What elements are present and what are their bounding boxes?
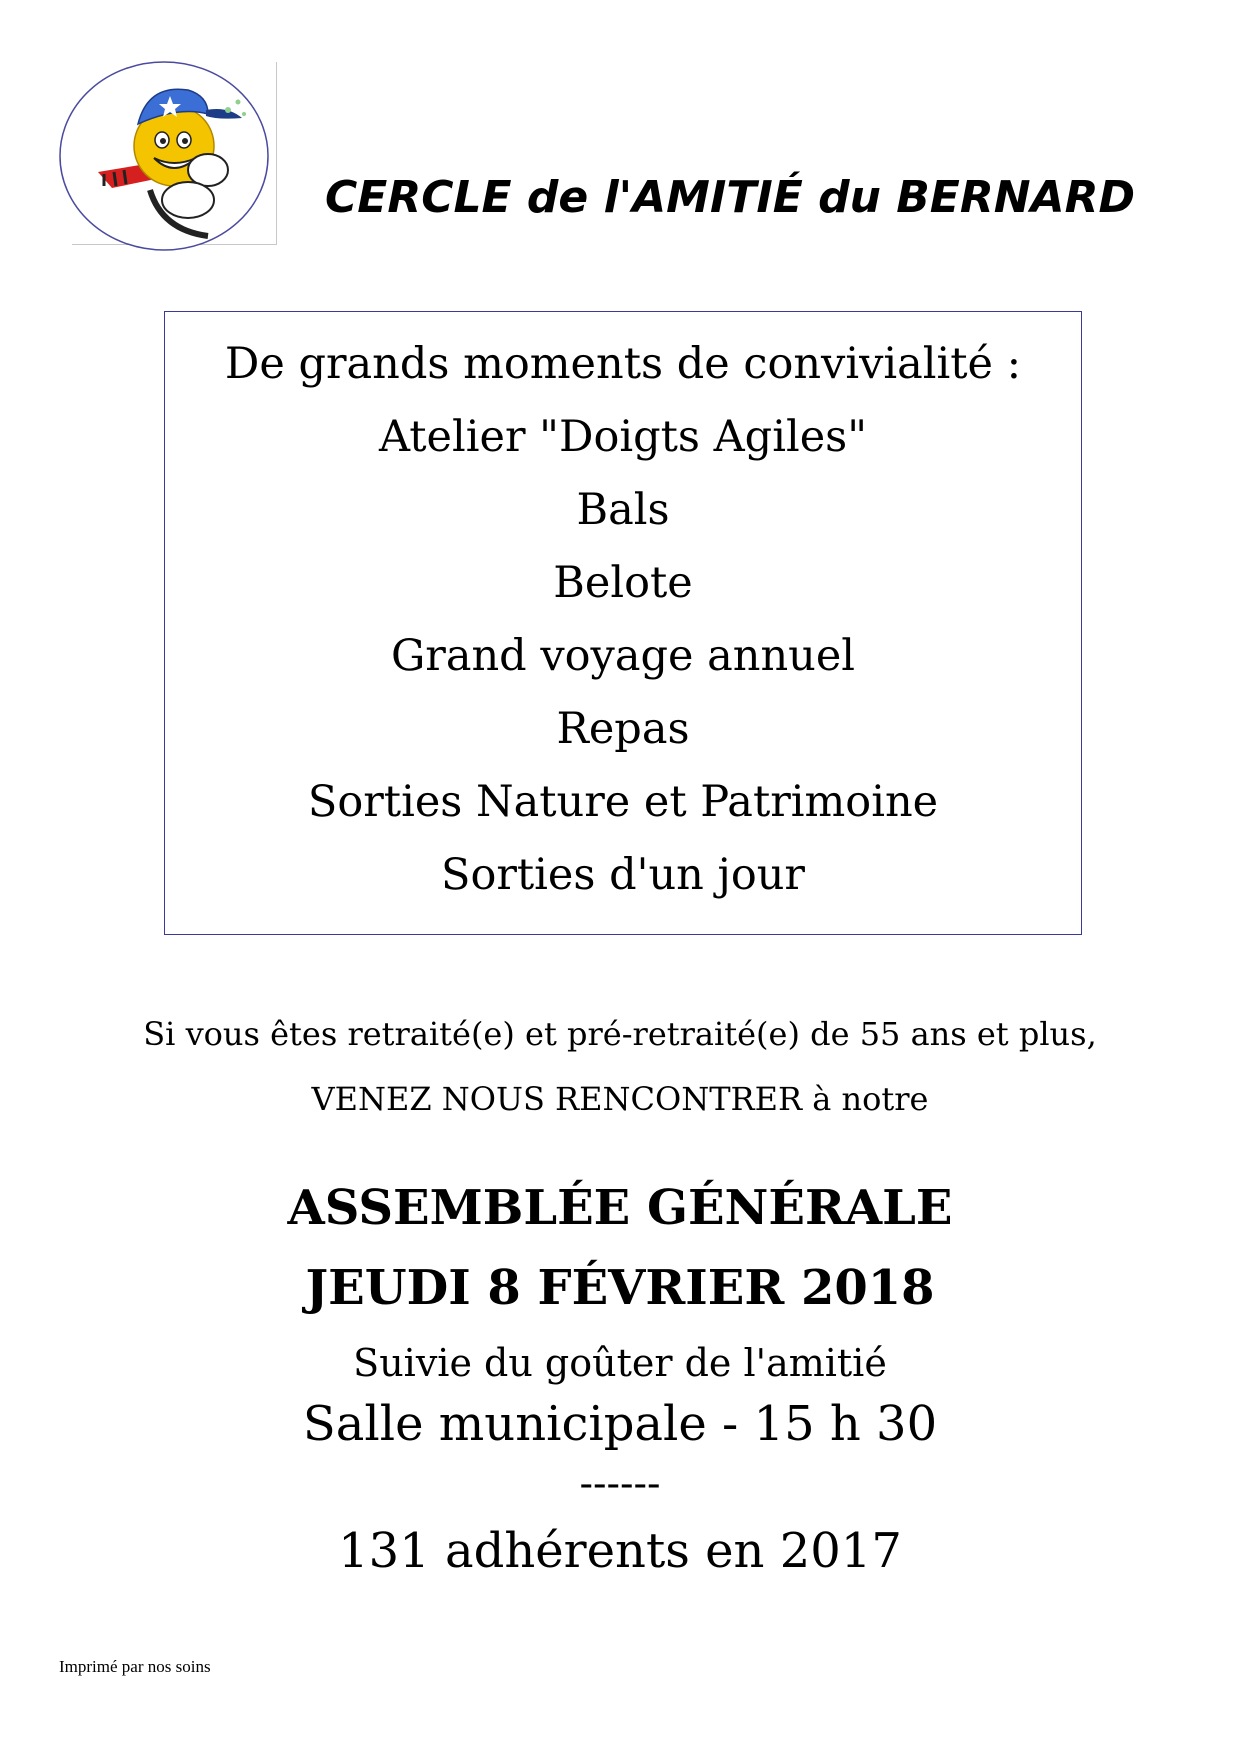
- activities-box: [164, 311, 1082, 935]
- separator-dashes: ------: [579, 1461, 661, 1507]
- meeting-subtitle: Suivie du goûter de l'amitié: [353, 1341, 887, 1385]
- activities-intro: De grands moments de convivialité :: [224, 339, 1022, 389]
- activities-list: [165, 328, 1081, 912]
- printed-by-note: Imprimé par nos soins: [59, 1657, 211, 1676]
- meeting-title: ASSEMBLÉE GÉNÉRALE: [287, 1180, 953, 1236]
- meeting-date: JEUDI 8 FÉVRIER 2018: [305, 1260, 935, 1316]
- members-count: 131 adhérents en 2017: [338, 1523, 902, 1579]
- meeting-place-time: Salle municipale - 15 h 30: [302, 1396, 938, 1452]
- activity-item: Grand voyage annuel: [390, 631, 856, 681]
- invitation-line-2: VENEZ NOUS RENCONTRER à notre: [311, 1080, 929, 1118]
- smiley-mascot-logo-icon: [58, 60, 270, 252]
- activity-item: Repas: [556, 704, 690, 754]
- activity-item: Belote: [553, 558, 693, 608]
- activity-item: Sorties Nature et Patrimoine: [307, 777, 939, 827]
- activity-item: Atelier "Doigts Agiles": [378, 412, 867, 462]
- activity-item: Bals: [576, 485, 670, 535]
- club-name-title: CERCLE de l'AMITIÉ du BERNARD: [324, 172, 1135, 223]
- invitation-line-1: Si vous êtes retraité(e) et pré-retraité(e) de 55 ans et plus,: [143, 1015, 1097, 1053]
- activity-item: Sorties d'un jour: [441, 850, 805, 900]
